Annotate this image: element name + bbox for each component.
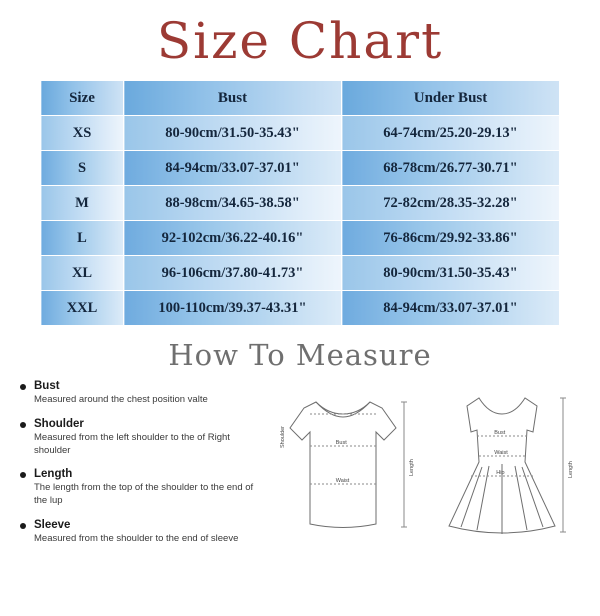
label-length: Length <box>408 459 415 476</box>
table-row <box>41 116 560 151</box>
measure-desc: Measured around the chest position valte <box>34 394 208 405</box>
dress-icon <box>427 384 577 544</box>
label-bust: Bust <box>494 430 506 436</box>
cell-under-bust: 76-86cm/29.92-33.86" <box>342 221 560 256</box>
cell-bust: 96-106cm/37.80-41.73" <box>124 256 342 291</box>
table-row <box>41 221 560 256</box>
bullet-icon <box>20 472 26 478</box>
measure-label: Bust <box>34 380 60 392</box>
cell-under-bust: 72-82cm/28.35-32.28" <box>342 186 560 221</box>
measure-label: Length <box>34 468 73 481</box>
cell-bust: 100-110cm/39.37-43.31" <box>124 291 342 326</box>
table-row <box>41 151 560 186</box>
measure-desc: Measured from the left shoulder to the of Right shoulder <box>34 431 230 456</box>
cell-under-bust: 68-78cm/26.77-30.71" <box>342 151 560 186</box>
cell-under-bust: 80-90cm/31.50-35.43" <box>342 256 560 291</box>
table-row <box>41 186 560 221</box>
column-header-bust: Bust <box>124 81 342 116</box>
column-header-under-bust: Under Bust <box>342 81 560 116</box>
list-item <box>18 380 263 407</box>
measure-description-list <box>18 380 263 557</box>
label-bust: Bust <box>335 440 347 446</box>
cell-bust: 84-94cm/33.07-37.01" <box>124 151 342 186</box>
cell-size: XL <box>41 256 124 291</box>
label-waist: Waist <box>335 478 350 484</box>
label-length: Length <box>568 461 575 478</box>
measure-name-sleeve <box>18 519 263 531</box>
list-item <box>18 418 263 458</box>
label-waist: Waist <box>494 450 508 456</box>
bullet-icon <box>20 422 26 428</box>
table-header-row <box>41 81 560 116</box>
cell-size: L <box>41 221 124 256</box>
bullet-icon <box>20 384 26 390</box>
cell-size: S <box>41 151 124 186</box>
cell-size: XS <box>41 116 124 151</box>
label-shoulder: Shoulder <box>279 425 286 448</box>
measure-desc: The length from the top of the shoulder to the end of the lup <box>34 482 254 507</box>
measure-name-bust <box>18 380 263 392</box>
tshirt-diagram <box>268 384 418 544</box>
label-hip: Hip <box>496 470 505 476</box>
cell-bust: 92-102cm/36.22-40.16" <box>124 221 342 256</box>
dress-diagram <box>427 384 577 544</box>
how-to-measure-title: How To Measure <box>168 338 432 372</box>
cell-size: XXL <box>41 291 124 326</box>
cell-under-bust: 84-94cm/33.07-37.01" <box>342 291 560 326</box>
size-chart-table-wrapper <box>40 80 560 326</box>
measure-desc: Measured from the shoulder to the end of sleeve <box>34 533 239 545</box>
bullet-icon <box>20 523 26 529</box>
tshirt-icon <box>268 384 418 544</box>
measure-name-length <box>18 468 263 480</box>
measure-figures <box>263 380 582 557</box>
measure-instructions-section <box>0 380 600 557</box>
page-title: Size Chart <box>156 12 444 70</box>
size-chart-table <box>40 80 560 326</box>
list-item <box>18 468 263 508</box>
table-row <box>41 256 560 291</box>
table-row <box>41 291 560 326</box>
cell-bust: 88-98cm/34.65-38.58" <box>124 186 342 221</box>
cell-under-bust: 64-74cm/25.20-29.13" <box>342 116 560 151</box>
measure-label: Sleeve <box>34 519 71 532</box>
list-item <box>18 519 263 546</box>
column-header-size: Size <box>41 81 124 116</box>
cell-bust: 80-90cm/31.50-35.43" <box>124 116 342 151</box>
cell-size: M <box>41 186 124 221</box>
measure-name-shoulder <box>18 418 263 430</box>
measure-label: Shoulder <box>34 417 84 430</box>
